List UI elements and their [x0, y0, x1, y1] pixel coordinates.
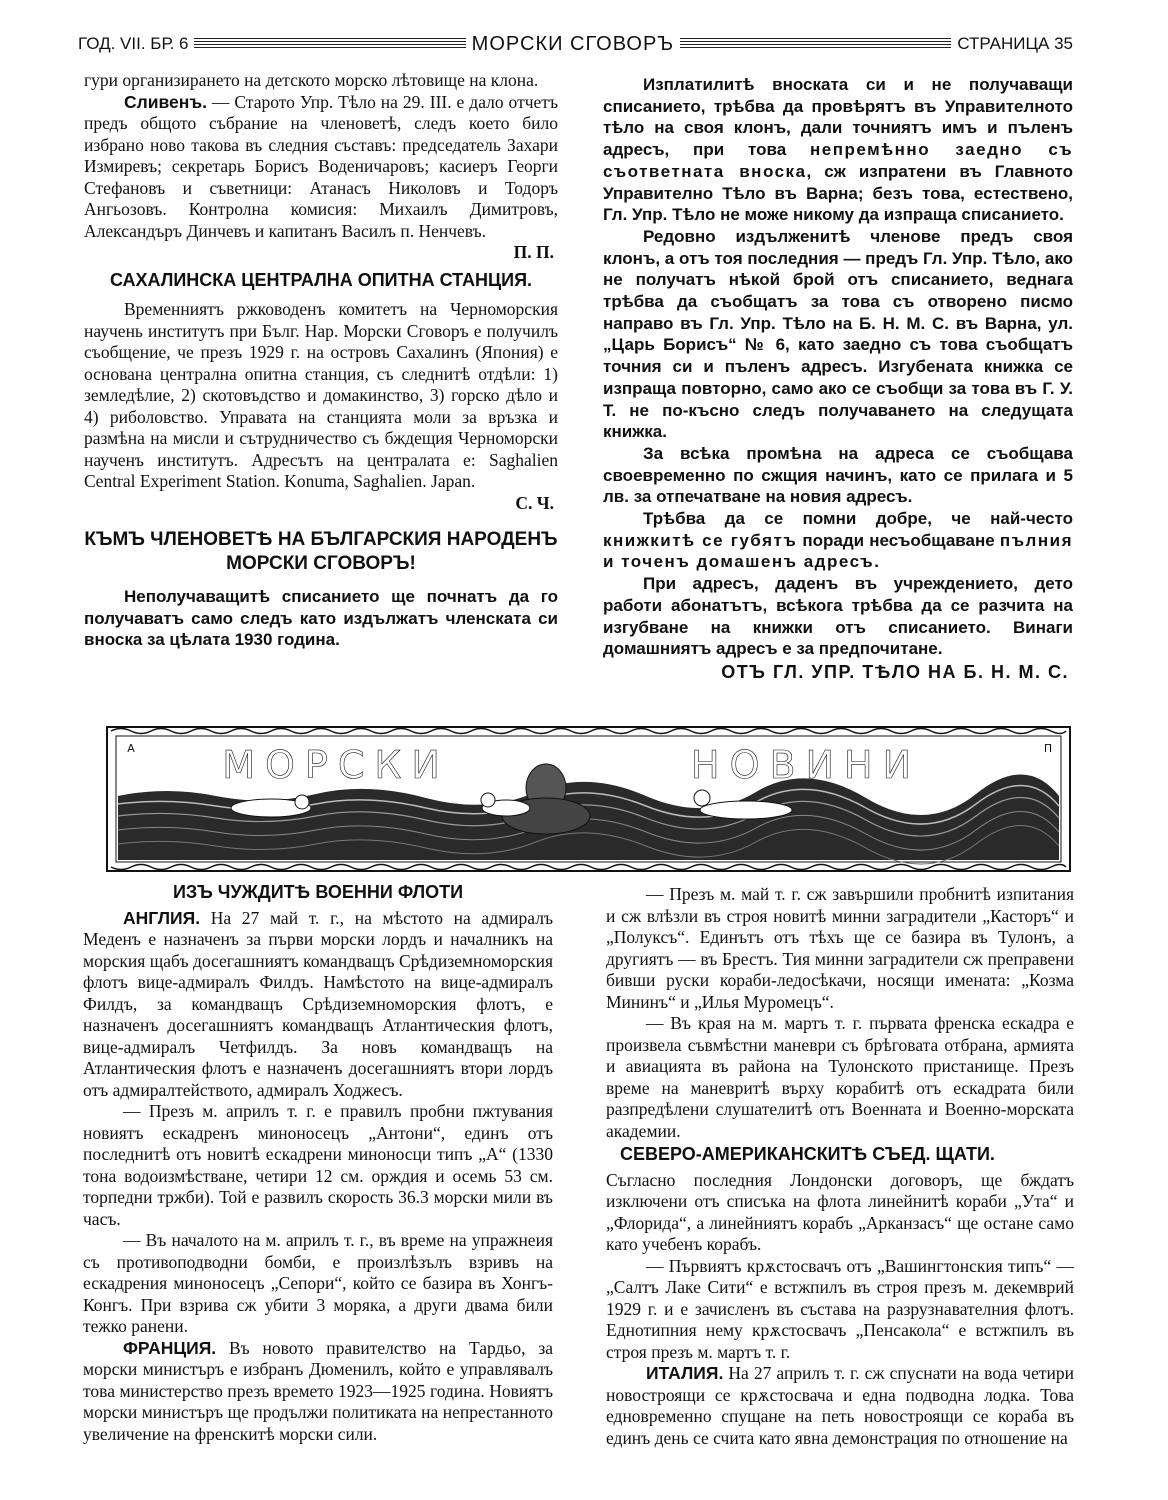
paragraph: — Презъ м. май т. г. сж завършили пробнитѣ изпитания и сж влѣзли въ строя новитѣ минни заградители „Касторъ“ и „Полуксъ“. Единътъ отъ тѣхъ ще се базира въ Тулонъ, а другиятъ — въ Брестъ. Тия минни заградители сж преправени бивши руски кораби-ледосѣкачи, носящи имената: „Козма Мининъ“ и „Илья Муромецъ“. [606, 884, 1074, 1012]
paragraph: — Презъ м. априлъ т. г. е правилъ пробни пжтувания новиятъ ескадренъ миноносецъ „Антони“, единъ отъ последнитѣ отъ новитѣ ескадрени миноносци типъ „А“ (1330 тона водоизмѣстване, четири 12 см. орждия и осемь 53 см. торпедни тржби). Той е развилъ скорость 36.3 морски мили въ часъ. [83, 1101, 553, 1229]
header-rule-left [194, 38, 465, 50]
paragraph: — Въ началото на м. априлъ т. г., въ време на упражнеия съ противоподводни бомби, е произлѣзълъ взривъ на ескадрения миноносецъ „Сепори“, който се базира въ Хонгъ-Конгъ. При взрива сж убити 3 моряка, а други двама били тежко ранени. [83, 1230, 553, 1336]
banner-word-left: МОРСКИ [222, 743, 450, 787]
country-lead: АНГЛИЯ. [123, 907, 201, 928]
right-top-column [603, 74, 1073, 684]
morski-novini-banner [106, 726, 1071, 872]
paragraph: Временниятъ ржководенъ комитетъ на Черноморския научень институтъ при Бълг. Нар. Морски Сговоръ е получилъ съобщение, че презъ 1929 г. на островъ Сахалинъ (Япония) е основана централна опитна станция, съ следнитѣ отдѣли: 1) земледѣлие, 2) скотовъдство и домакинство, 3) горско дѣло и 4) риболовство. Управата на станцията моли за връзка и размѣна на мисли и сътрудничество съ бждещия Черноморски наученъ институтъ. Адресътъ на централата е: Saghalien Central Experiment Station. Konuma, Saghalien. Japan. [84, 299, 558, 491]
paragraph [603, 74, 1073, 226]
paragraph-text: На 27 априлъ т. г. сж спуснати на вода четири новостроящи се крѫстосвача и една подводна лодка. Това едновременно спущане на петь новостроящи се кораба въ единъ день се счита като явна демонстрация по отношение на [606, 1363, 1074, 1448]
paragraph: За всѣка промѣна на адреса се съобщава своевременно по сжщия начинъ, като се прилага и 5 лв. за отпечатване на новия адресъ. [603, 443, 1073, 507]
country-lead: ИТАЛИЯ. [646, 1363, 724, 1383]
banner-word-right: НОВИНИ [691, 743, 921, 787]
right-bottom-column [606, 884, 1074, 1449]
text-run: Изплатилитѣ вноската си и не получаващи списанието, трѣбва да провѣрятъ въ Управителното тѣло на своя клонъ, дали точниятъ имъ и пъленъ адресъ, при това [603, 75, 1073, 160]
paragraph: гури организирането на детското морско лѣтовище на клона. [84, 70, 539, 90]
paragraph: Съгласно последния Лондонски договоръ, ще бждатъ изключени отъ списъка на флота линейнитѣ кораби „Ута“ и „Флорида“, а линейниятъ корабъ „Арканзасъ“ ще остане само като учебенъ корабъ. [606, 1169, 1074, 1254]
issue-label: ГОД. VII. БР. 6 [78, 34, 189, 53]
emphasis: книжкитѣ се губятъ [603, 530, 798, 550]
section-title: СЕВЕРО-АМЕРИКАНСКИТѢ СЪЕД. ЩАТИ. [620, 1144, 995, 1164]
header-rule-right [680, 38, 951, 50]
journal-title: МОРСКИ СГОВОРЪ [471, 32, 675, 55]
left-bottom-column [83, 880, 553, 1445]
appeal-title: КЪМЪ ЧЛЕНОВЕТѢ НА БЪЛГАРСКИЯ НАРОДЕНЪ МОРСКИ СГОВОРЪ! [84, 529, 558, 574]
paragraph-england [83, 908, 553, 1102]
paragraph-sliven [84, 92, 558, 243]
page-header [78, 30, 1073, 58]
left-top-column [84, 70, 558, 651]
country-lead: ФРАНЦИЯ. [123, 1337, 217, 1358]
emphasis: непремѣнно заедно съ съответната вноска [603, 140, 1073, 181]
text-run: , сж изпратени въ Главното Управително Тѣло въ Варна; безъ това, естествено, Гл. Упр. Тѣло не може никому да изпраща списанието. [603, 161, 1074, 225]
paragraph-italy [606, 1363, 1074, 1449]
paragraph-text: Въ новото правителство на Тардьо, за морски министъръ е избранъ Дюменилъ, който е управлявалъ това министерство презъ времето 1923—1925 година. Новиятъ морски министъръ ще продължи политиката на непрестанното увеличение на френскитѣ морски сили. [83, 1337, 553, 1444]
banner-corner-right: П [1043, 742, 1053, 755]
paragraph-text: На 27 май т. г., на мѣстото на адмиралъ Меденъ е назначенъ за първи морски лордъ и началникъ на морския щабъ досегашниятъ командващъ Срѣдиземноморския флотъ вице-адмиралъ Филдъ. Намѣстото на вице-адмиралъ Филдъ, за командващъ Срѣдиземноморския флотъ, е назначенъ досегашниятъ командващъ Атлантическия флотъ, вице-адмиралъ Четфилдъ. За новъ командващъ на Атлантическия флотъ е назначенъ досегашниятъ втори лордъ отъ адмиралтейството, адмиралъ Ходжесъ. [83, 907, 553, 1100]
paragraph: При адресъ, даденъ въ учреждението, дето работи абонатътъ, всѣкога трѣбва да се разчита на изгубване на книжки отъ списанието. Винаги домашниятъ адресъ е за предпочитане. [603, 574, 1073, 659]
town-lead: Сливенъ. [124, 91, 207, 112]
text-run: Трѣбва да се помни добре, че най-често [643, 509, 1073, 529]
paragraph: — Първиятъ крѫстосвачъ отъ „Вашингтонския типъ“ — „Салтъ Лаке Сити“ е встжпилъ въ строя презъ м. декемврий 1929 г. и е зачисленъ въ състава на разрузнавателния флотъ. Еднотипния нему крѫстосвачъ „Пенсакола“ е встжпилъ въ строя презъ м. мартъ т. г. [606, 1255, 1074, 1362]
signature: С. Ч. [515, 492, 554, 513]
text-run: поради несъобщаване [797, 530, 1000, 550]
paragraph: — Въ края на м. мартъ т. г. първата френска ескадра е произвела съвмѣстни маневри съ брѣговата отбрана, армията и авиацията въ района на Тулонското пристанище. Презъ време на маневритѣ върху корабитѣ отъ ескадрата били разпредѣлени слушателитѣ отъ Военната и Военно-морската академии. [606, 1013, 1074, 1141]
section-title: САХАЛИНСКА ЦЕНТРАЛНА ОПИТНА СТАНЦИЯ. [109, 269, 533, 290]
page-number: СТРАНИЦА 35 [957, 34, 1074, 53]
appeal-paragraph: Неполучаващитѣ списанието ще почнатъ да го получаватъ само следъ като издължатъ членската си вноска за цѣлата 1930 година. [84, 587, 558, 649]
emphasis: пълния и точенъ домашенъ адресъ. [603, 530, 1073, 572]
mermaid-figure-left [231, 795, 311, 817]
section-title: ИЗЪ ЧУЖДИТѢ ВОЕННИ ФЛОТИ [172, 882, 464, 902]
paragraph [603, 508, 1073, 573]
paragraph: Редовно издълженитѣ членове предъ своя клонъ, а отъ тоя последния — предъ Гл. Упр. Тѣло, ако не получатъ нѣкой брой отъ списанието, веднага трѣбва да съобщатъ за това съ отворено писмо направо въ Гл. Упр. Тѣло на Б. Н. М. С. въ Варна, ул. „Царь Борисъ“ № 6, като заедно съ това съобщатъ точния си и пъленъ адресъ. Изгубената книжка се изпраща повторно, само ако се съобщи за това въ Г. У. Т. не по-късно следъ получаването на следущата книжка. [603, 226, 1073, 442]
paragraph-text: — Старото Упр. Тѣло на 29. III. е дало отчетъ предъ общото събрание на членоветѣ, следъ което било избрано ново такова въ следния съставъ: председатель Захари Измиревъ; секретарь Борисъ Воденичаровъ; касиеръ Георги Стефановъ и съветници: Атанасъ Николовъ и Тодоръ Ангьозовъ. Контролна комисия: Михаилъ Димитровъ, Александъръ Динчевъ и капитанъ Василъ п. Ненчевъ. [84, 91, 558, 241]
banner-corner-left: А [127, 742, 135, 755]
signature: ОТЪ ГЛ. УПР. ТѢЛО НА Б. Н. М. С. [721, 661, 1069, 682]
banner-lettering [127, 742, 1052, 787]
signature: П. П. [513, 242, 554, 262]
paragraph-france [83, 1338, 553, 1446]
